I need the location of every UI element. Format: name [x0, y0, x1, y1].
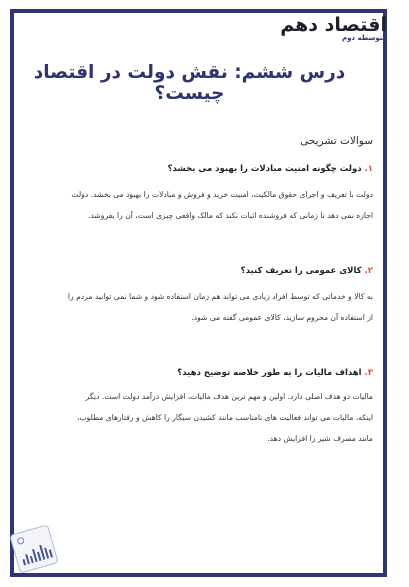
answer-2-line-1: به کالا و خدماتی که توسط افراد زیادی می تواند هم زمان استفاده شود و شما نمی توانید مردم را [67, 292, 373, 301]
answer-1-line-2: اجازه نمی دهد تا زمانی که فروشنده اثبات نکند که مالک واقعی چیزی است، آن را بفروشد. [88, 211, 373, 220]
question-1-text: دولت چگونه امنیت مبادلات را بهبود می بخشد؟ [167, 164, 362, 174]
question-3-number: ۳. [364, 368, 373, 378]
answer-2 [55, 286, 373, 328]
tag-hole-icon [16, 537, 25, 546]
brand-name: اقتصاد دهم [280, 14, 387, 36]
answer-3-line-2: اینکه، مالیات می تواند فعالیت های نامناسب مانند کشیدن سیگار را کاهش و رفتارهای مطلوب، [76, 413, 373, 422]
question-2 [241, 266, 373, 276]
answer-2-line-2: از استفاده آن محروم سازید، کالای عمومی گفته می شود. [191, 313, 373, 322]
question-2-text: کالای عمومی را تعریف کنید؟ [240, 266, 362, 276]
question-3 [177, 368, 373, 378]
answer-3 [55, 386, 373, 449]
answer-1 [55, 184, 373, 226]
answer-1-line-1: دولت با تعریف و اجرای حقوق مالکیت، امنیت خرید و فروش و مبادلات را بهبود می بخشد. دولت [71, 190, 373, 199]
answer-3-line-1: مالیات دو هدف اصلی دارد. اولین و مهم ترین هدف مالیات، افزایش درآمد دولت است. دیگر [85, 392, 373, 401]
page-title: درس ششم: نقش دولت در اقتصاد چیست؟ [33, 62, 346, 104]
question-1-number: ۱. [364, 164, 373, 174]
section-heading: سوالات تشریحی [300, 135, 373, 147]
brand-subtitle: متوسطه دوم [341, 34, 387, 42]
question-1 [168, 164, 373, 174]
brand-logo [280, 14, 387, 42]
question-3-text: اهداف مالیات را به طور خلاصه توضیح دهید؟ [177, 368, 362, 378]
question-2-number: ۲. [364, 266, 373, 276]
bar-graph-icon [20, 543, 53, 566]
answer-3-line-3: مانند مصرف شیر را افزایش دهد. [267, 434, 373, 443]
